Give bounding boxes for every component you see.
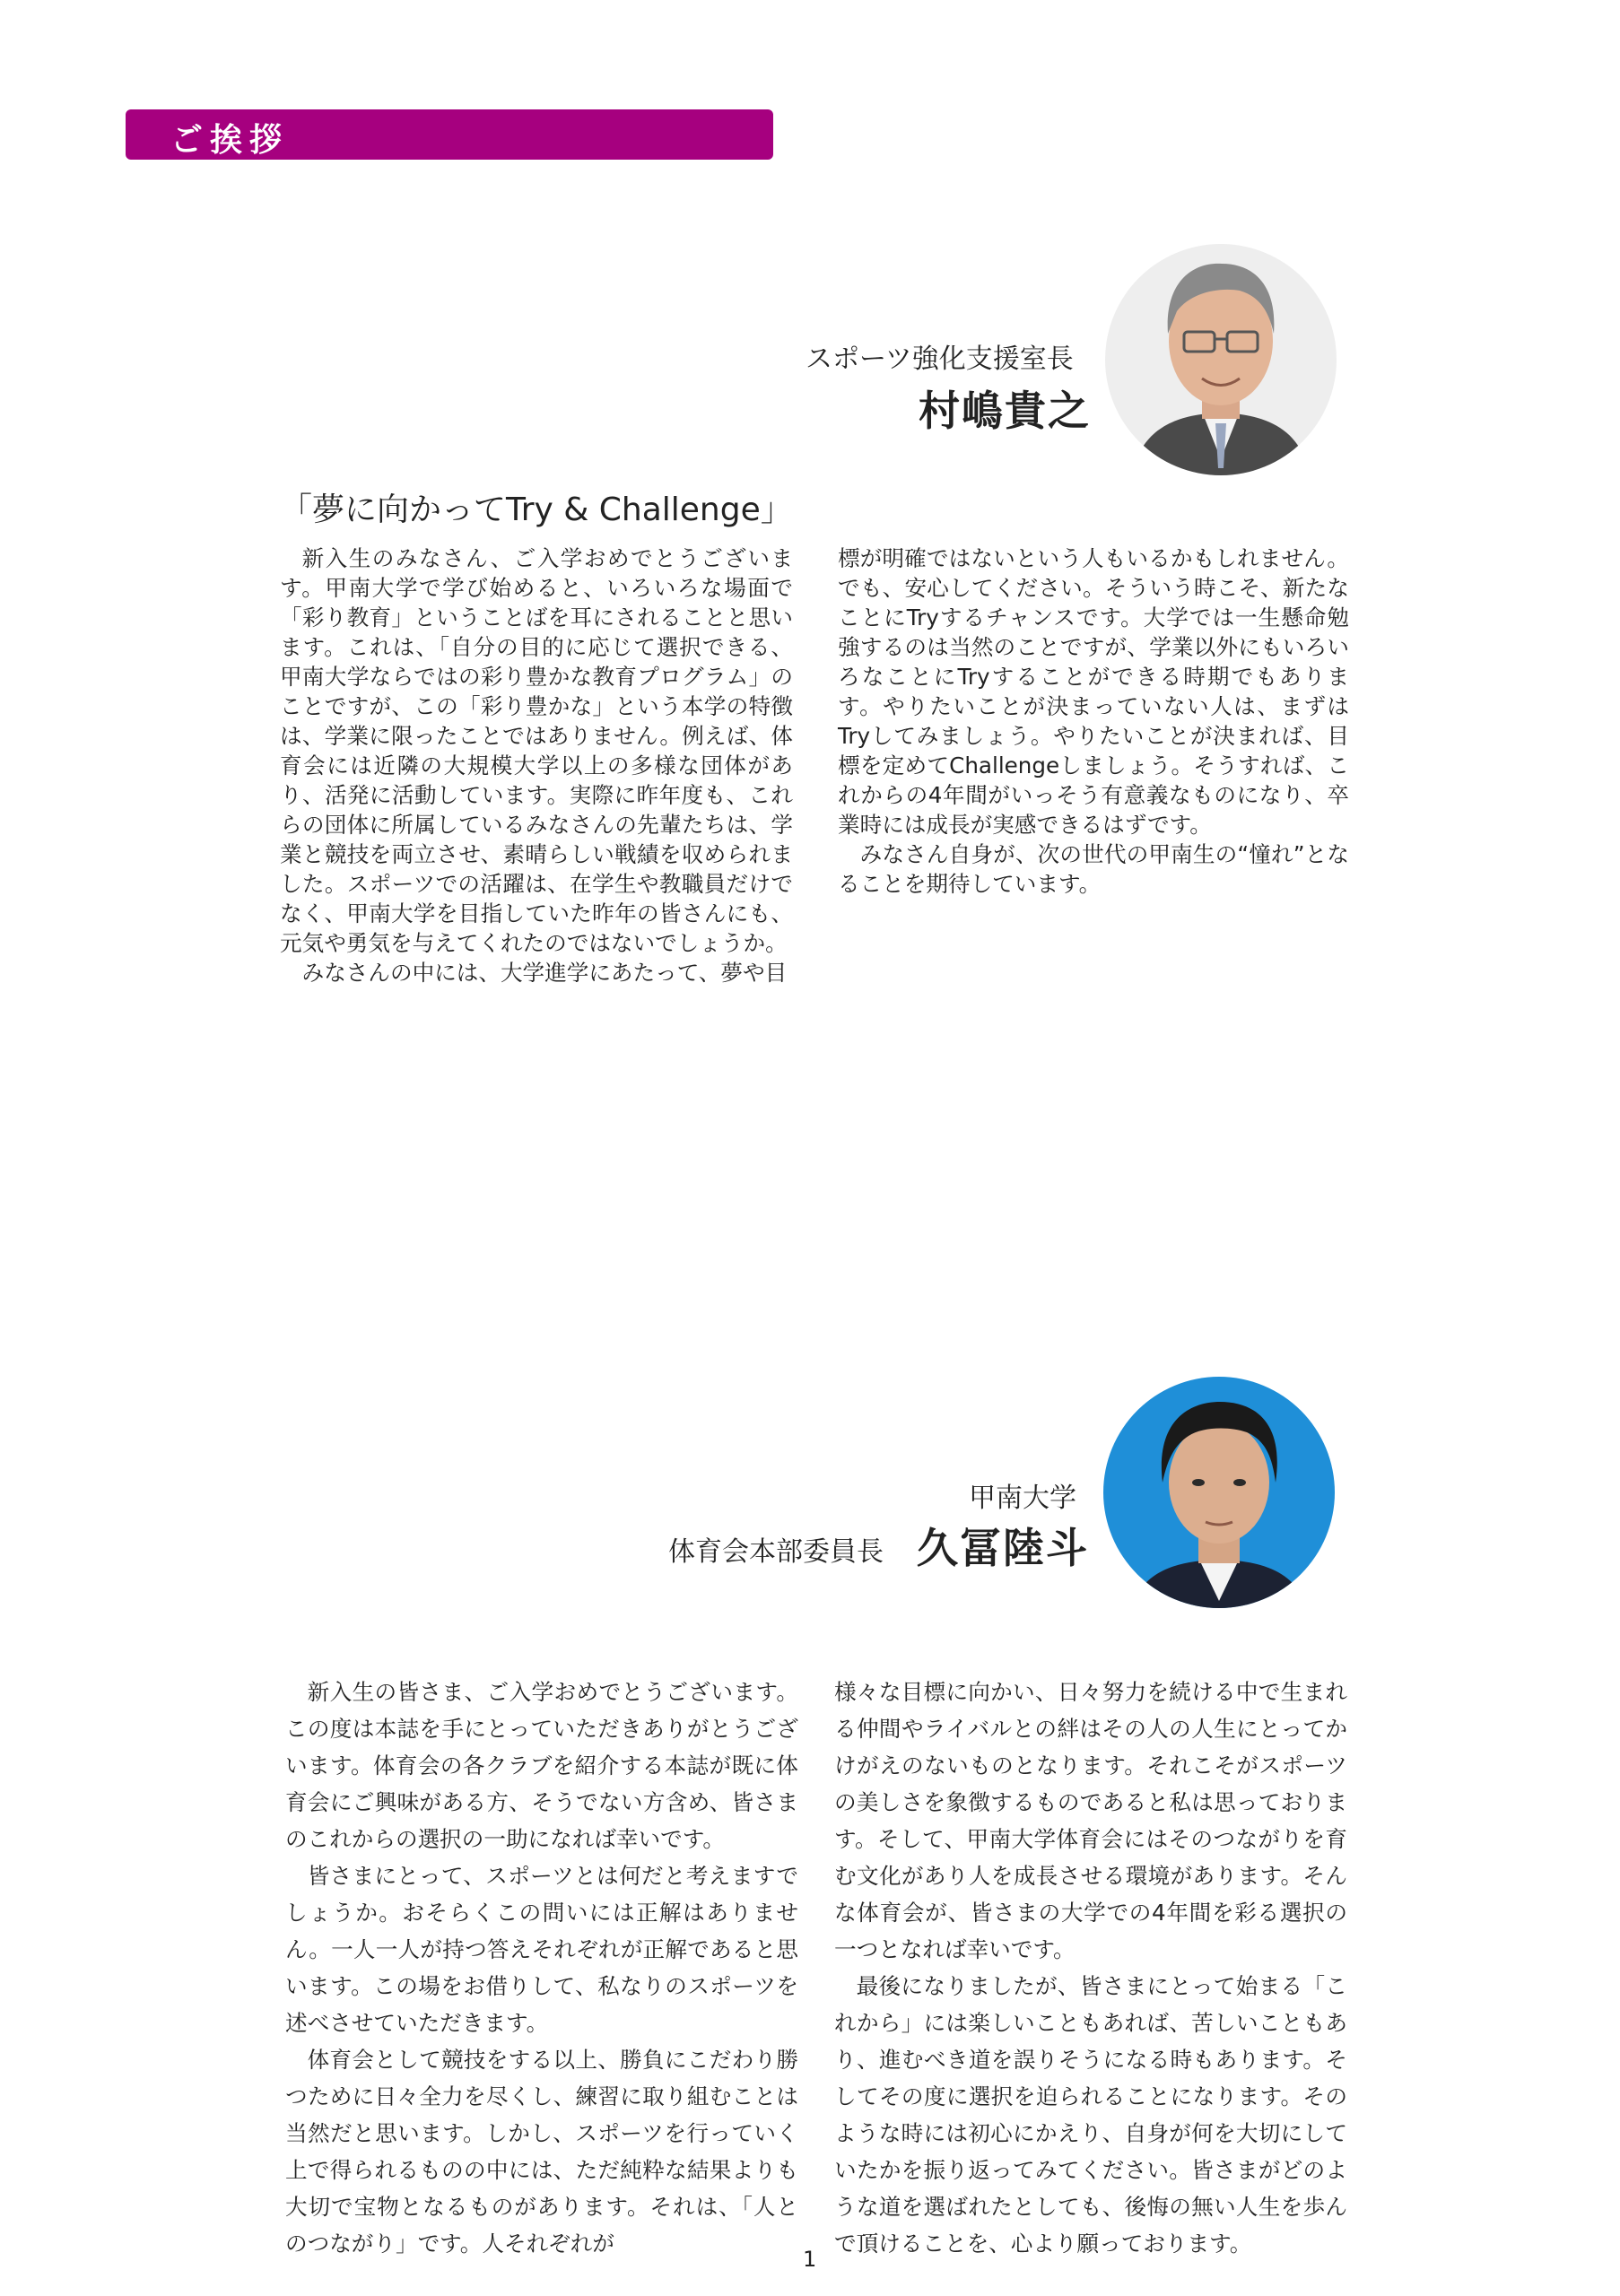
greeting2-right-column: [834, 1674, 1347, 2262]
greeting2-name: 久冨陸斗: [917, 1524, 1089, 1572]
greeting2-right-paragraph-1: 様々な目標に向かい、日々努力を続ける中で生まれる仲間やライバルとの絆はその人の人生にとってかけがえのないものとなります。それこそがスポーツの美しさを象徴するものであると私は思っております。そして、甲南大学体育会にはそのつながりを育む文化があり人を成長させる環境があります。そんな体育会が、皆さまの大学での4年間を彩る選択の一つとなれば幸いです。: [834, 1679, 1347, 1962]
greeting2-role: 体育会本部委員長: [668, 1536, 884, 1568]
greeting1-left-paragraph-2: みなさんの中には、大学進学にあたって、夢や目: [301, 960, 788, 986]
section-header-bar: [126, 109, 773, 160]
greeting2-portrait-photo: [1103, 1377, 1335, 1608]
greeting2-left-column: [285, 1674, 798, 2262]
greeting1-right-paragraph-1: 標が明確ではないという人もいるかもしれません。でも、安心してください。そういう時こそ、新たなことにTryするチャンスです。大学では一生懸命勉強するのは当然のことですが、学業以外にもいろいろなことにTryすることができる時期でもあります。やりたいことが決まっていない人は、まずはTryしてみましょう。やりたいことが決まれば、目標を定めてChallengeしましょう。そうすれば、これからの4年間がいっそう有意義なものになり、卒業時には成長が実感できるはずです。: [838, 545, 1349, 838]
greeting2-right-paragraph-2: 最後になりましたが、皆さまにとって始まる「これから」には楽しいこともあれば、苦しいこともあり、進むべき道を誤りそうになる時もあります。そしてその度に選択を迫られることになります。そのような時には初心にかえり、自身が何を大切にしていたかを振り返ってみてください。皆さまがどのような道を選ばれたとしても、後悔の無い人生を歩んで頂けることを、心より願っております。: [834, 1973, 1347, 2257]
page-number: 1: [803, 2247, 817, 2272]
greeting2-left-paragraph-1: 新入生の皆さま、ご入学おめでとうございます。この度は本誌を手にとっていただきありがとうございます。体育会の各クラブを紹介する本誌が既に体育会にご興味がある方、そうでない方含め、皆さまのこれからの選択の一助になれば幸いです。: [285, 1679, 798, 1852]
greeting1-role: スポーツ強化支援室長: [806, 344, 1074, 375]
greeting1-left-paragraph-1: 新入生のみなさん、ご入学おめでとうございます。甲南大学で学び始めると、いろいろな場面で「彩り教育」ということばを耳にされることと思います。これは、「自分の目的に応じて選択できる、甲南大学ならではの彩り豊かな教育プログラム」のことですが、この「彩り豊かな」という本学の特徴は、学業に限ったことではありません。例えば、体育会には近隣の大規模大学以上の多様な団体があり、活発に活動しています。実際に昨年度も、これらの団体に所属しているみなさんの先輩たちは、学業と競技を両立させ、素晴らしい戦績を収められました。スポーツでの活躍は、在学生や教職員だけでなく、甲南大学を目指していた昨年の皆さんにも、元気や勇気を与えてくれたのではないでしょうか。: [280, 545, 793, 956]
greeting1-name: 村嶋貴之: [919, 387, 1091, 435]
section-title: ご挨拶: [170, 122, 290, 159]
greeting1-right-paragraph-2: みなさん自身が、次の世代の甲南生の“憧れ”となることを期待しています。: [838, 841, 1349, 897]
greeting1-headline: 「夢に向かってTry & Challenge」: [280, 491, 793, 528]
greeting2-org: 甲南大学: [969, 1483, 1076, 1514]
greeting2-left-paragraph-3: 体育会として競技をする以上、勝負にこだわり勝つために日々全力を尽くし、練習に取り組むことは当然だと思います。しかし、スポーツを行っていく上で得られるものの中には、ただ純粋な結果よりも大切で宝物となるものがあります。それは、「人とのつながり」です。人それぞれが: [285, 2047, 798, 2257]
greeting1-right-column: [838, 544, 1349, 899]
greeting2-left-paragraph-2: 皆さまにとって、スポーツとは何だと考えますでしょうか。おそらくこの問いには正解はありません。一人一人が持つ答えそれぞれが正解であると思います。この場をお借りして、私なりのスポーツを述べさせていただきます。: [285, 1863, 798, 2036]
greeting1-left-column: [280, 544, 793, 987]
greeting1-portrait-photo: [1105, 244, 1337, 475]
